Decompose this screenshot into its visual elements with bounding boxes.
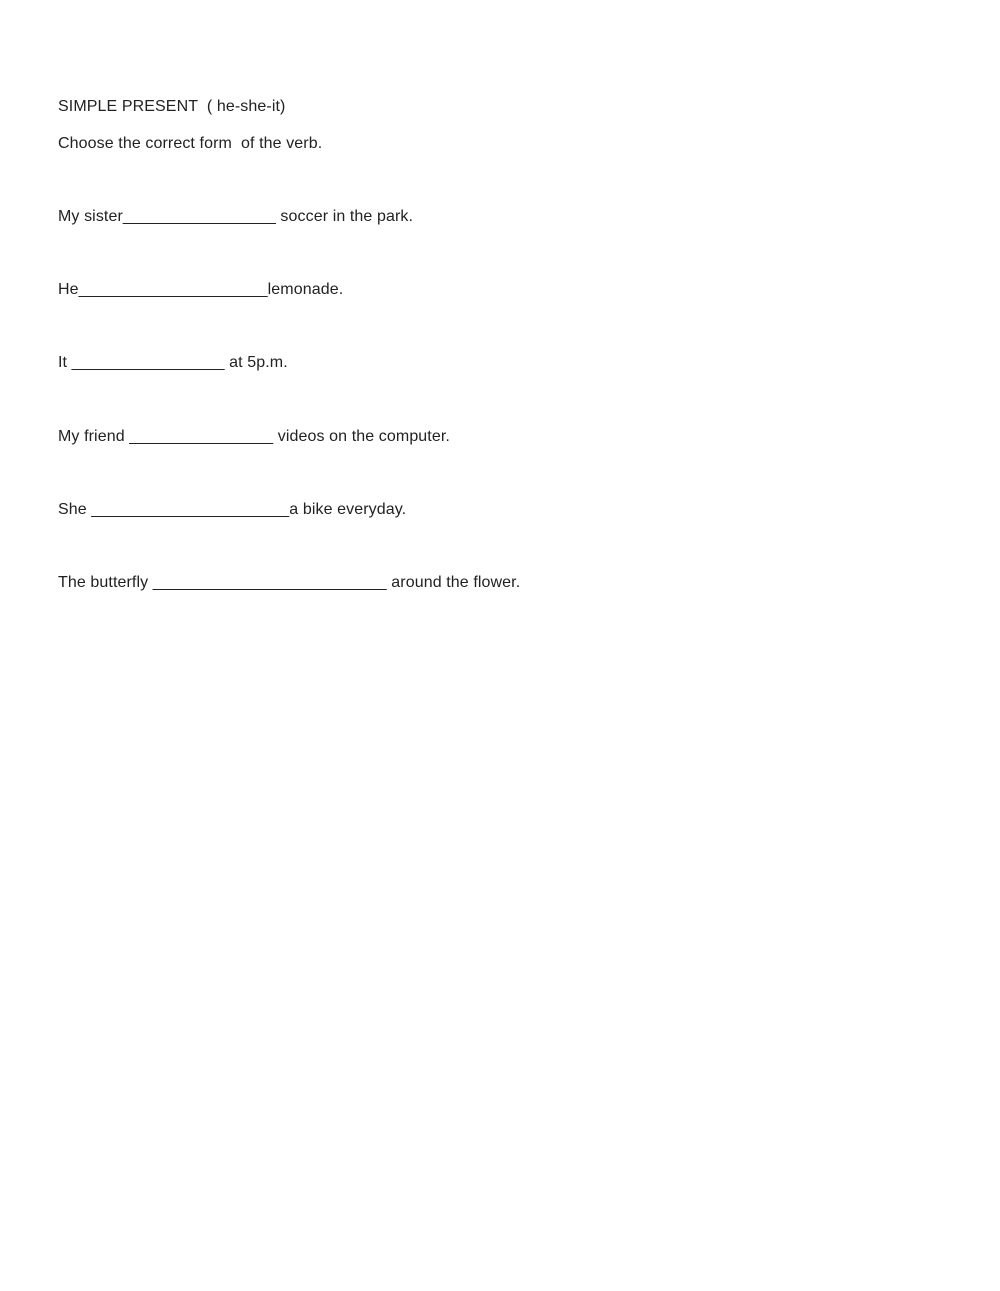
- question-5: She ______________________a bike everyday.: [58, 501, 407, 518]
- worksheet-instruction: Choose the correct form of the verb.: [58, 135, 323, 152]
- question-2: He_____________________lemonade.: [58, 281, 344, 298]
- question-6: The butterfly __________________________ around the flower.: [58, 574, 521, 591]
- question-4: My friend ________________ videos on the computer.: [58, 428, 450, 445]
- question-1: My sister_________________ soccer in the park.: [58, 208, 414, 225]
- question-3: It _________________ at 5p.m.: [58, 354, 288, 371]
- worksheet-title: SIMPLE PRESENT ( he-she-it): [58, 98, 286, 115]
